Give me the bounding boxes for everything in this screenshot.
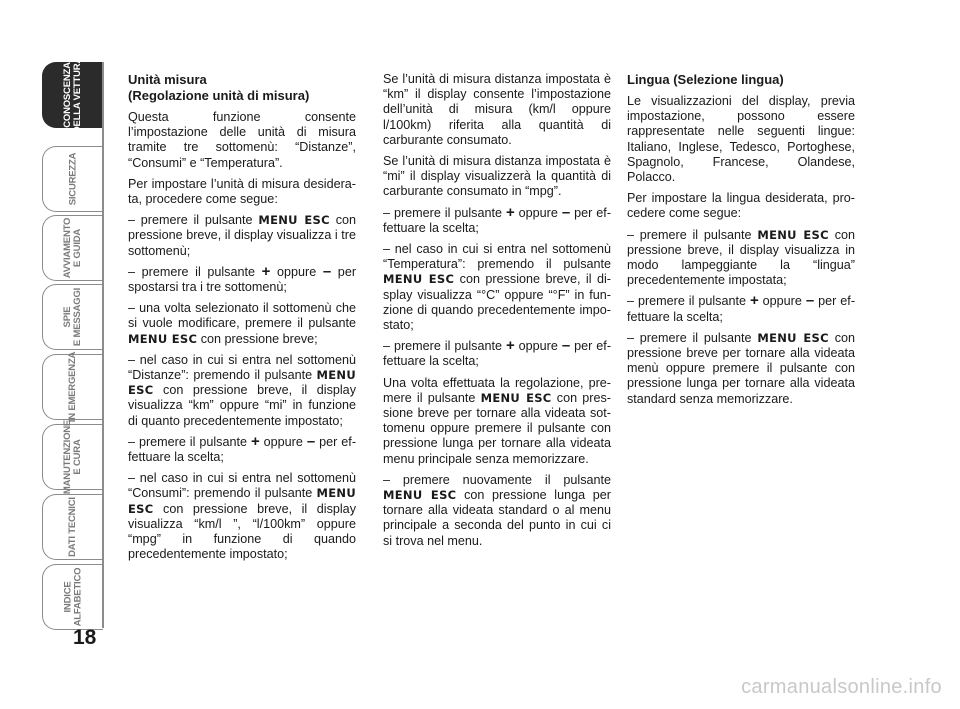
paragraph	[128, 262, 357, 295]
side-tab-label: MANUTENZIONE E CURA	[62, 419, 83, 495]
side-tab-1	[42, 56, 103, 134]
paragraph	[128, 301, 356, 347]
paragraph	[627, 94, 855, 185]
paragraph	[627, 228, 855, 289]
paragraph	[383, 154, 611, 200]
tab-divider-line	[102, 62, 104, 628]
side-tab-label: AVVIAMENTO E GUIDA	[62, 217, 83, 279]
text-run: – nel caso in cui si entra nel sottomenù “Temperatura”: premendo il pulsante	[383, 242, 611, 272]
paragraph	[383, 203, 612, 236]
side-tab-6	[42, 419, 103, 495]
side-tab-3	[42, 215, 103, 281]
text-column-3	[627, 72, 855, 413]
button-label-menu-esc: MENU ESC	[757, 330, 829, 345]
plus-sign: +	[250, 432, 260, 450]
text-run: oppure	[758, 294, 806, 309]
paragraph	[128, 432, 357, 465]
page-number: 18	[73, 626, 97, 649]
text-run: con pressione breve, il display visualizza in modo lampeggiante la “lingua” precedentemente impostata;	[627, 227, 855, 288]
text-run: – premere il pulsante	[627, 294, 750, 309]
text-run: per effettuare la scelta;	[627, 294, 856, 324]
paragraph	[627, 331, 855, 407]
text-run: con pressione breve, il display visualizza “km/l ”, “l/100km” oppure “mpg” in funzione di quando precedentemente impostato;	[128, 501, 356, 562]
button-label-menu-esc: MENU ESC	[383, 488, 457, 503]
paragraph	[627, 294, 855, 324]
text-run: Le visualizzazioni del display, previa impostazione, possono essere rappresentate nelle seguenti lingue: Italiano, Inglese, Tedesco, Portoghese, Spagnolo, Francese, Olandese, Polacco.	[627, 94, 855, 185]
button-label-menu-esc: MENU ESC	[128, 368, 356, 398]
button-label-menu-esc: MENU ESC	[383, 272, 455, 287]
minus-sign: –	[561, 337, 571, 355]
text-run: – premere il pulsante	[627, 330, 758, 345]
text-run: per effettuare la scelta;	[383, 339, 612, 369]
button-label-menu-esc: MENU ESC	[128, 486, 356, 516]
minus-sign: –	[306, 432, 316, 450]
text-run: – premere il pulsante	[128, 434, 251, 449]
side-tab-label: INDICE ALFABETICO	[61, 567, 83, 627]
text-run: oppure	[270, 264, 323, 279]
side-tab-label: DATI TECNICI	[66, 497, 78, 557]
paragraph	[128, 353, 356, 429]
text-run: con pressione breve per tornare alla videata menù oppure premere il pulsante con pressione lunga per tornare alla videata standard senza memorizzare.	[627, 330, 855, 406]
plus-sign: +	[505, 203, 515, 221]
plus-sign: +	[261, 262, 271, 280]
side-tab-label: IN EMERGENZA	[67, 351, 78, 423]
minus-sign: –	[805, 292, 815, 310]
paragraph	[128, 471, 356, 562]
text-run: – premere nuovamente il pulsante	[383, 472, 611, 487]
text-run: – premere il pulsante	[383, 339, 506, 354]
text-run: con pressione lunga per tornare alla videata standard o al menu principale a seconda del punto in cui ci si trova nel menu.	[383, 488, 611, 548]
button-label-menu-esc: MENU ESC	[258, 213, 330, 228]
text-run: Se l’unità di misura distanza impostata è “km” il display consente l’impostazione dell’unità di misura (km/l oppure l/100km) riferita alla quantità di carburante consumato.	[383, 72, 611, 147]
text-run: – premere il pulsante	[128, 264, 262, 279]
side-tab-label: SICUREZZA	[67, 152, 78, 206]
text-run: per effettuare la scelta;	[383, 205, 612, 235]
watermark: carmanualsonline.info	[741, 676, 942, 698]
text-run: – premere il pulsante	[383, 205, 506, 220]
paragraph	[383, 72, 611, 148]
plus-sign: +	[749, 292, 759, 310]
paragraph	[383, 473, 611, 549]
text-run: – premere il pulsante	[128, 213, 259, 228]
text-run: Lingua (Selezione lingua)	[627, 72, 784, 87]
button-label-menu-esc: MENU ESC	[480, 390, 552, 405]
text-run: oppure	[514, 205, 562, 220]
paragraph	[627, 191, 855, 221]
text-run: Per impostare l’unità di misura desiderata, procedere come segue:	[128, 176, 356, 207]
side-tab-5	[42, 351, 103, 423]
paragraph	[128, 110, 356, 171]
button-label-menu-esc: MENU ESC	[128, 331, 198, 346]
button-label-menu-esc: MENU ESC	[757, 227, 829, 242]
text-run: – una volta selezionato il sottomenù che si vuole modificare, premere il pulsante	[128, 301, 356, 331]
paragraph	[128, 177, 356, 207]
text-run: per effettuare la scelta;	[128, 434, 357, 465]
text-run: – premere il pulsante	[627, 227, 758, 242]
paragraph	[383, 376, 611, 467]
side-tab-label: SPIE E MESSAGGI	[62, 287, 83, 347]
section-heading	[128, 72, 356, 104]
text-run: Questa funzione consente l’impostazione delle unità di misura tramite tre sottomenù: “Distanze”, “Consumi” e “Temperatura”.	[128, 110, 356, 170]
text-run: con pressione breve;	[197, 331, 318, 346]
text-run: con pressione breve, il display visualizza i tre sottomenù;	[128, 213, 356, 258]
side-tab-7	[42, 494, 103, 560]
text-run: con pressione breve per tornare alla videata sottomenu oppure premere il pulsante con pressione lunga per tornare alla videata menu principale senza memorizzare.	[383, 390, 611, 466]
paragraph	[383, 339, 611, 369]
text-run: con pressione breve, il display visualizza “km” oppure “mi” in funzione di quanto precedentemente impostato;	[128, 383, 356, 428]
paragraph	[383, 242, 611, 333]
text-run: – nel caso in cui si entra nel sottomenù “Distanze”: premendo il pulsante	[128, 352, 356, 383]
text-run: Una volta effettuata la regolazione, premere il pulsante	[383, 375, 611, 405]
text-run: oppure	[514, 339, 562, 354]
side-tab-2	[42, 146, 103, 212]
section-heading	[627, 72, 855, 88]
minus-sign: –	[322, 262, 332, 280]
side-tab-label: CONOSCENZA DELLA VETTURA	[62, 56, 83, 134]
text-run: – nel caso in cui si entra nel sottomenù “Consumi”: premendo il pulsante	[128, 471, 356, 501]
side-tab-8	[42, 564, 103, 630]
text-column-2	[383, 72, 611, 555]
text-run: con pressione breve, il display visualizza “°C” oppure “°F” in funzione di quando precedentemente impostato;	[383, 272, 611, 333]
text-run: Unità misura (Regolazione unità di misura)	[128, 72, 310, 103]
side-tab-4	[42, 284, 103, 350]
paragraph	[128, 213, 356, 259]
text-run: oppure	[259, 434, 307, 449]
minus-sign: –	[561, 203, 571, 221]
text-run: Se l’unità di misura distanza impostata è “mi” il display visualizzerà la quantità di carburante consumato in “mpg”.	[383, 154, 611, 199]
text-run: Per impostare la lingua desiderata, procedere come segue:	[627, 191, 855, 221]
plus-sign: +	[505, 337, 515, 355]
text-run: per spostarsi tra i tre sottomenù;	[128, 264, 357, 295]
text-column-1	[128, 72, 356, 568]
